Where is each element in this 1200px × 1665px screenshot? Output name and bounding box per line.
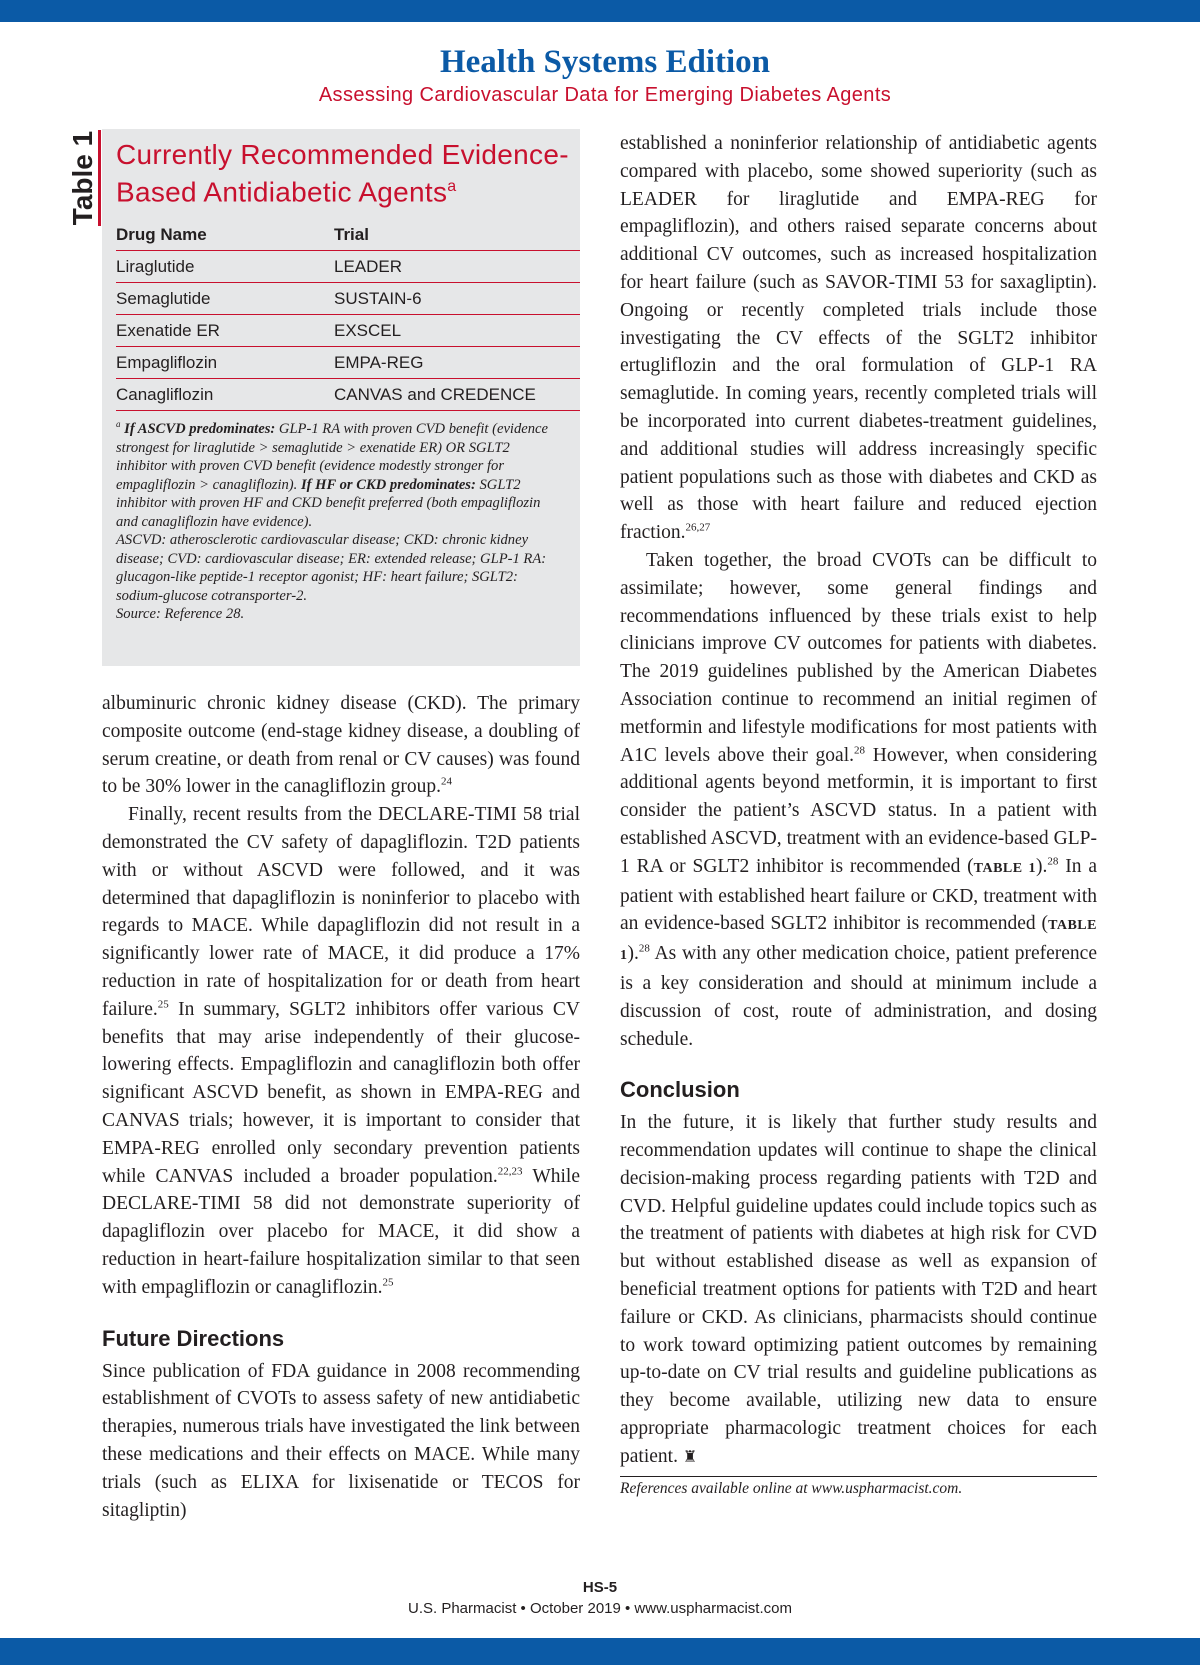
table-row [116,379,580,411]
article-subtitle: Assessing Cardiovascular Data for Emerging Diabetes Agents [318,84,892,106]
section-heading-conclusion: Conclusion [620,1077,740,1103]
top-color-bar [0,0,1200,22]
table-row [116,251,580,283]
paragraph: Finally, recent results from the DECLARE-TIMI 58 trial demonstrated the CV safety of dapagliflozin. T2D patients with or without ASCVD were followed, and it was determined that dapagliflozin is noninferior to placebo with regards to MACE. While dapagliflozin did not result in a significantly lower rate of MACE, it did produce a 17% reduction in rate of hospitalization for or death from heart failure.$^{25}$ In summary, SGLT2 inhibitors offer various CV benefits that may arise independently of their glucose-lowering effects. Empagliflozin and canagliflozin both offer significant ASCVD benefit, as shown in EMPA-REG and CANVAS trials; however, it is important to consider that EMPA-REG enrolled only secondary prevention patients while CANVAS included a broader population.$^{22,23}$ While DECLARE-TIMI 58 did not demonstrate superiority of dapagliflozin over placebo for MACE, it did show a reduction in heart-failure hospitalization similar to that seen with empagliflozin or canagliflozin.$^{25}$ [102,804,580,1298]
table-1-box [102,129,580,666]
bottom-color-bar [0,1638,1200,1665]
end-of-article-icon: ♜ [682,1448,698,1466]
trial-cell: EMPA-REG [334,352,424,372]
references-note: References available online at www.uspharmacist.com. [620,1479,963,1497]
trial-cell: EXSCEL [334,320,402,340]
footnote-source: Source: Reference 28. [116,606,245,623]
table-row [116,283,580,315]
trial-cell: CANVAS and CREDENCE [334,384,536,404]
table-footnote [116,415,580,623]
table-row [116,315,580,347]
page-header [0,42,1200,108]
paragraph: albuminuric chronic kidney disease (CKD). The primary composite outcome (end-stage kidney disease, a doubling of serum creatine, or death from renal or CV causes) was found to be 30% lower in the canagliflozin group.$^{24}$ [102,693,580,798]
table-tab-label: Table 1 [67,130,98,226]
drug-name-cell: Canagliflozin [116,384,214,404]
col-header-drug-name: Drug Name [116,225,207,245]
trial-cell: LEADER [334,256,403,276]
section-heading-future-directions: Future Directions [102,1325,285,1351]
table-reference: TABLE 1 [973,860,1037,876]
table-tab-divider [98,130,101,226]
edition-title: Health Systems Edition [439,44,771,80]
right-column [620,130,1097,1501]
table-tab [67,130,98,226]
table-reference: TABLE 1 [620,918,1097,964]
trial-cell: SUSTAIN-6 [334,288,422,308]
col-header-trial: Trial [334,225,369,245]
drug-name-cell: Liraglutide [116,256,195,276]
footnote-recommendation: $^a$ If ASCVD predominates: GLP-1 RA with proven CVD benefit (evidence strongest for liraglutide > semaglutide > exenatide ER) OR SGLT2 inhibitor with proven CVD benefit (evidence modestly stronger for empagliflozin > canagliflozin). If HF or CKD predominates: SGLT2 inhibitor with proven HF and CKD benefit preferred (both empagliflozin and canagliflozin have evidence). [116,419,548,530]
table-title: Currently Recommended Evidence-Based Antidiabetic Agents$^a$ [116,139,569,208]
publication-line: U.S. Pharmacist • October 2019 • www.uspharmacist.com [408,1600,792,1617]
table-header-row [116,220,580,251]
paragraph: established a noninferior relationship of antidiabetic agents compared with placebo, some showed superiority (such as LEADER for liraglutide and EMPA-REG for empagliflozin), and others raised separate concerns about additional CV outcomes, such as increased hospitalization for heart failure (such as SAVOR-TIMI 53 for saxagliptin). Ongoing or recently completed trials include those investigating the CV effects of the SGLT2 inhibitor ertugliflozin and the oral formulation of GLP-1 RA semaglutide. In coming years, recently completed trials will be incorporated into current diabetes-treatment guidelines, and additional studies will address increasingly specific patient populations such as those with diabetes and CKD as well as those with heart failure and reduced ejection fraction.$^{26,27}$ [620,133,1097,544]
drug-name-cell: Exenatide ER [116,320,220,340]
paragraph: Taken together, the broad CVOTs can be difficult to assimilate; however, some general findings and recommendations influenced by these trials exist to help clinicians improve CV outcomes for patients with diabetes. The 2019 guidelines published by the American Diabetes Association continue to recommend an initial regimen of metformin and lifestyle modifications for most patients with A1C levels above their goal.$^{28}$ However, when considering additional agents beyond metformin, it is important to first consider the patient’s ASCVD status. In a patient with established ASCVD, treatment with an evidence-based GLP-1 RA or SGLT2 inhibitor is recommended (TABLE 1).$^{28}$ In a patient with established heart failure or CKD, treatment with an evidence-based SGLT2 inhibitor is recommended (TABLE 1).$^{28}$ As with any other medication choice, patient preference is a key consideration and should at minimum include a discussion of cost, route of administration, and dosing schedule. [620,549,1097,1050]
left-column [102,690,580,1524]
page-number: HS-5 [582,1579,618,1596]
page-footer [0,1578,1200,1620]
table-row [116,347,580,379]
drug-trial-table [116,220,580,411]
drug-name-cell: Empagliflozin [116,352,218,372]
footnote-abbreviations: ASCVD: atherosclerotic cardiovascular disease; CKD: chronic kidney disease; CVD: cardiovascular disease; ER: extended release; GLP-1 RA: glucagon-like peptide-1 receptor agonist; HF: heart failure; SGLT2: sodium-glucose cotransporter-2. [116,532,547,604]
paragraph: In the future, it is likely that further study results and recommendation updates will continue to shape the clinical decision-making process regarding patients with T2D and CVD. Helpful guideline updates could include topics such as the treatment of patients with diabetes at high risk for CVD but without established disease as well as expansion of beneficial treatment options for patients with T2D and heart failure or CKD. As clinicians, pharmacists should continue to work toward optimizing patient outcomes by remaining up-to-date on CV trial results and guideline publications as they become available, utilizing new data to ensure appropriate pharmacologic treatment choices for each patient. ♜ [620,1112,1097,1467]
paragraph: Since publication of FDA guidance in 2008 recommending establishment of CVOTs to assess safety of new antidiabetic therapies, numerous trials have investigated the link between these medications and their effects on MACE. While many trials (such as ELIXA for lixisenatide or TECOS for sitagliptin) [102,1360,580,1521]
drug-name-cell: Semaglutide [116,288,211,308]
